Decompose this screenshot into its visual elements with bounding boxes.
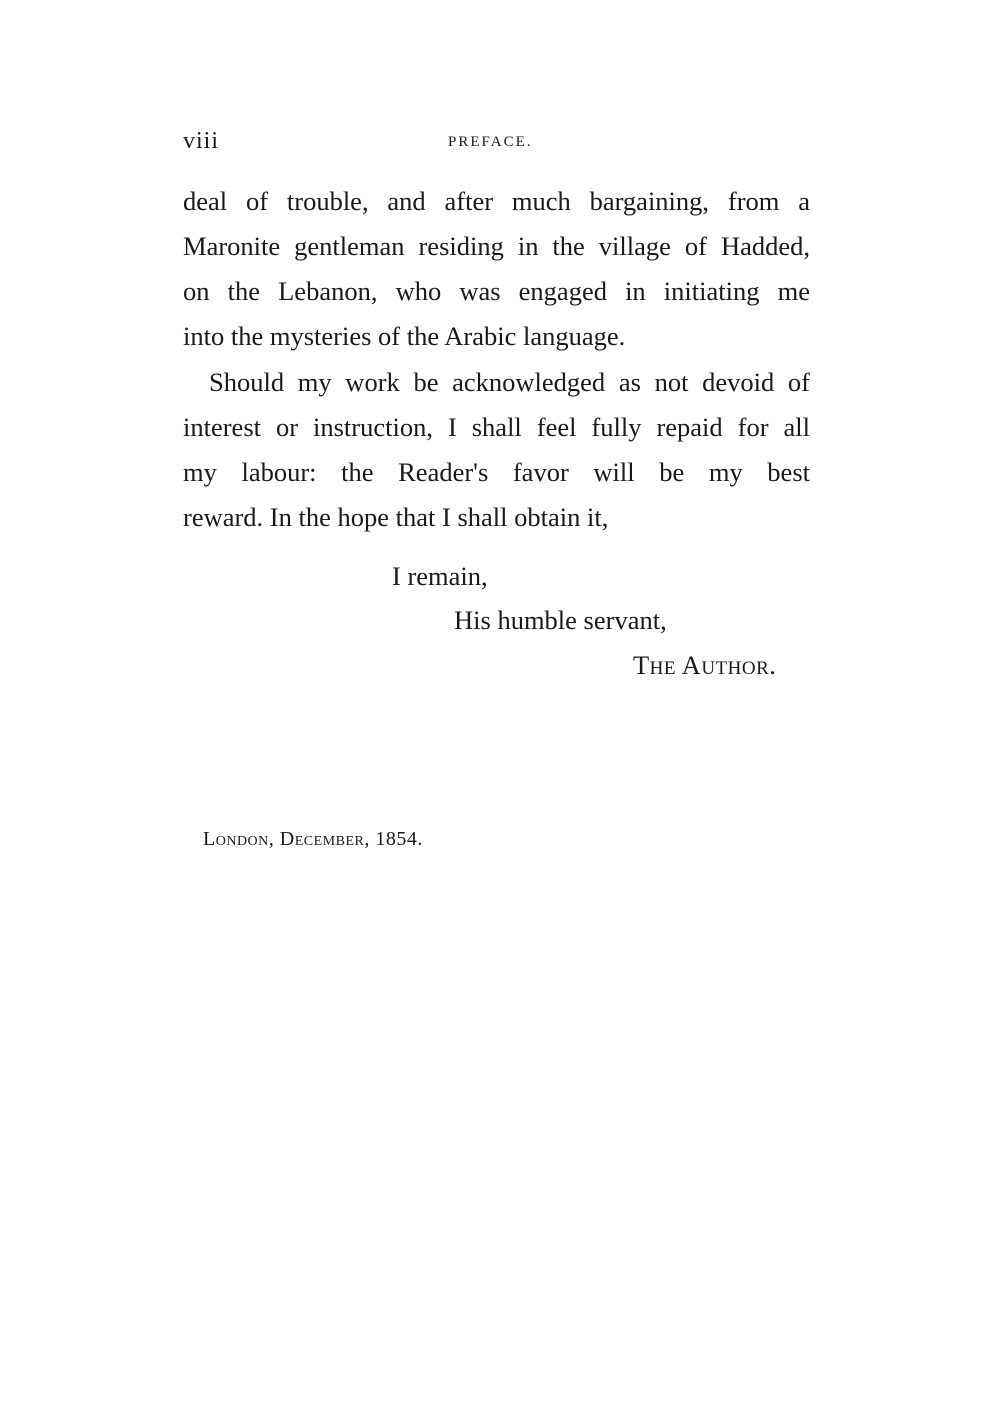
closing-servant: His humble servant, — [454, 605, 667, 635]
closing-remain: I remain, — [392, 561, 488, 591]
running-head — [183, 128, 810, 162]
text-line: Maronite gentleman residing in the village of Hadded, — [183, 231, 810, 261]
page-number: viii — [183, 128, 220, 154]
running-title: PREFACE. — [448, 134, 533, 150]
closing-author-signature: The Author. — [633, 650, 777, 680]
text-line: on the Lebanon, who was engaged in initiating me — [183, 276, 810, 306]
text-line: into the mysteries of the Arabic language. — [183, 321, 626, 351]
text-line: interest or instruction, I shall feel fully repaid for all — [183, 412, 810, 442]
dateline: London, December, 1854. — [203, 828, 423, 850]
text-line: reward. In the hope that I shall obtain it, — [183, 502, 609, 532]
text-line: deal of trouble, and after much bargaining, from a — [183, 186, 810, 216]
text-line: Should my work be acknowledged as not devoid of — [209, 367, 810, 397]
text-line: my labour: the Reader's favor will be my best — [183, 457, 810, 487]
